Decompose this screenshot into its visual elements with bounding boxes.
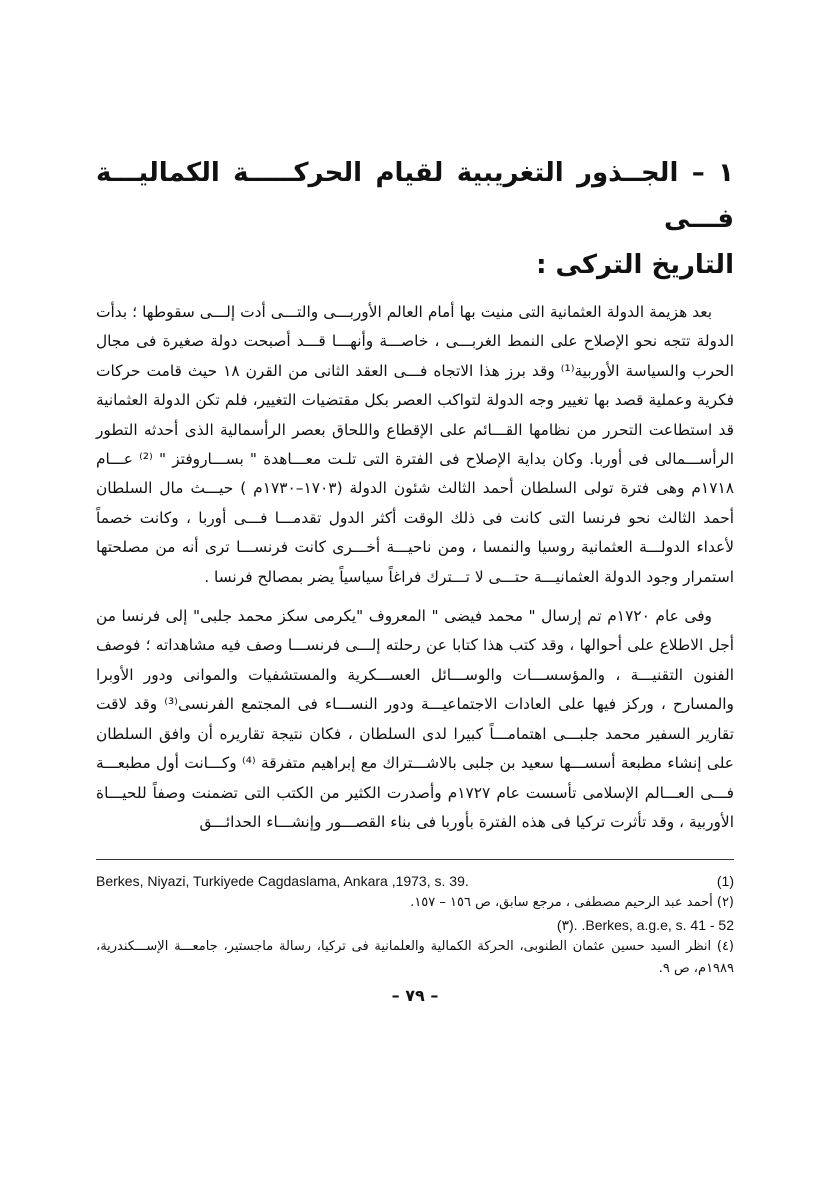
page	[96, 150, 734, 1005]
body-paragraph-2: وفى عام ١٧٢٠م تم إرسال " محمد فيضى " المعروف "يكرمى سكز محمد جلبى" إلى فرنسا من أجل الاطلاع على أحوالها ، وقد كتب هذا كتابا عن رحلته إلـــى فرنســـا وصف فيه مشاهداته ؛ فوصف الفنون التقنيـــة ، والمؤسســـات والوســـائل العســـكرية والمستشفيات والموانى ودور الأوبرا والمسارح ، وركز فيها على العادات الاجتماعيـــة ودور النســـاء فى المجتمع الفرنسى⁽³⁾ وقد لاقت تقارير السفير محمد جلبـــى اهتمامـــاً كبيرا لدى السلطان ، فكان نتيجة تقاريره أن وافق السلطان على إنشاء مطبعة أسســـها سعيد بن جلبى بالاشـــتراك مع إبراهيم متفرقة ⁽⁴⁾ وكـــانت أول مطبعـــة فـــى العـــالم الإسلامى تأسست عام ١٧٢٧م وأصدرت الكثير من الكتب التى تضمنت وصفاً للحيـــاة الأوربية ، وقد تأثرت تركيا فى هذه الفترة بأوربا فى بناء القصـــور وإنشـــاء الحدائـــق	[96, 607, 734, 831]
footnote-1	[96, 870, 734, 892]
section-heading	[96, 150, 734, 288]
footnote-1-number: (1)	[716, 873, 734, 890]
footnote-2: (٢) أحمد عبد الرحيم مصطفى ، مرجع سابق، ص ١٥٦ – ١٥٧.	[410, 895, 734, 911]
footnote-1-text: Berkes, Niyazi, Turkiyede Cagdaslama, Ankara ,1973, s. 39.	[96, 873, 469, 890]
footnote-separator	[96, 859, 734, 860]
footnote-3: Berkes, a.g.e, s. 41 - 52. .(٣)	[556, 917, 734, 934]
body-paragraph-1: بعد هزيمة الدولة العثمانية التى منيت بها أمام العالم الأوربـــى والتـــى أدت إلـــى سقوطها ؛ بدأت الدولة تتجه نحو الإصلاح على النمط الغربـــى ، خاصـــة وأنهـــا قـــد أصبحت دولة صغيرة فى مجال الحرب والسياسة الأوربية⁽¹⁾ وقد برز هذا الاتجاه فـــى العقد الثانى من القرن ١٨ حيث قامت حركات فكرية وعملية قصد بها تغيير وجه الدولة لتواكب العصر بكل مقتضيات التغيير، فلم تكن الدولة العثمانية قد استطاعت التحرر من نظامها القـــائم على الإقطاع واللحاق بعصر الرأسمالية الذى أحدثه التطور الرأســـمالى فى أوربا. وكان بداية الإصلاح فى الفترة التى تلـت معـــاهدة " بســـاروفتز " ⁽²⁾ عـــام ١٧١٨م وهى فترة تولى السلطان أحمد الثالث شئون الدولة (١٧٠٣–١٧٣٠م ) حيـــث مال السلطان أحمد الثالث نحو فرنسا التى كانت فى ذلك الوقت أكثر الدول تقدمـــا فـــى أوربا ، وكانت خصماً لأعداء الدولـــة العثمانية روسيا والنمسا ، ومن ناحيـــة أخـــرى كانت فرنســـا ترى أنه من مصلحتها استمرار وجود الدولة العثمانيـــة حتـــى لا تـــترك فراغاً سياسياً يضر بمصالح فرنسا .	[96, 303, 734, 586]
page-number: – ٧٩ –	[391, 986, 439, 1006]
heading-line-2: التاريخ التركى :	[536, 250, 734, 280]
heading-line-1: ١ – الجــذور التغريبية لقيام الحركـــــة الكماليـــة فـــى	[96, 158, 734, 234]
footnote-4: (٤) انظر السيد حسين عثمان الطنوبى، الحركة الكمالية والعلمانية فى تركيا، رسالة ماجستير، جامعـــة الإســـكندرية، ١٩٨٩م، ص ٩.	[96, 939, 734, 977]
